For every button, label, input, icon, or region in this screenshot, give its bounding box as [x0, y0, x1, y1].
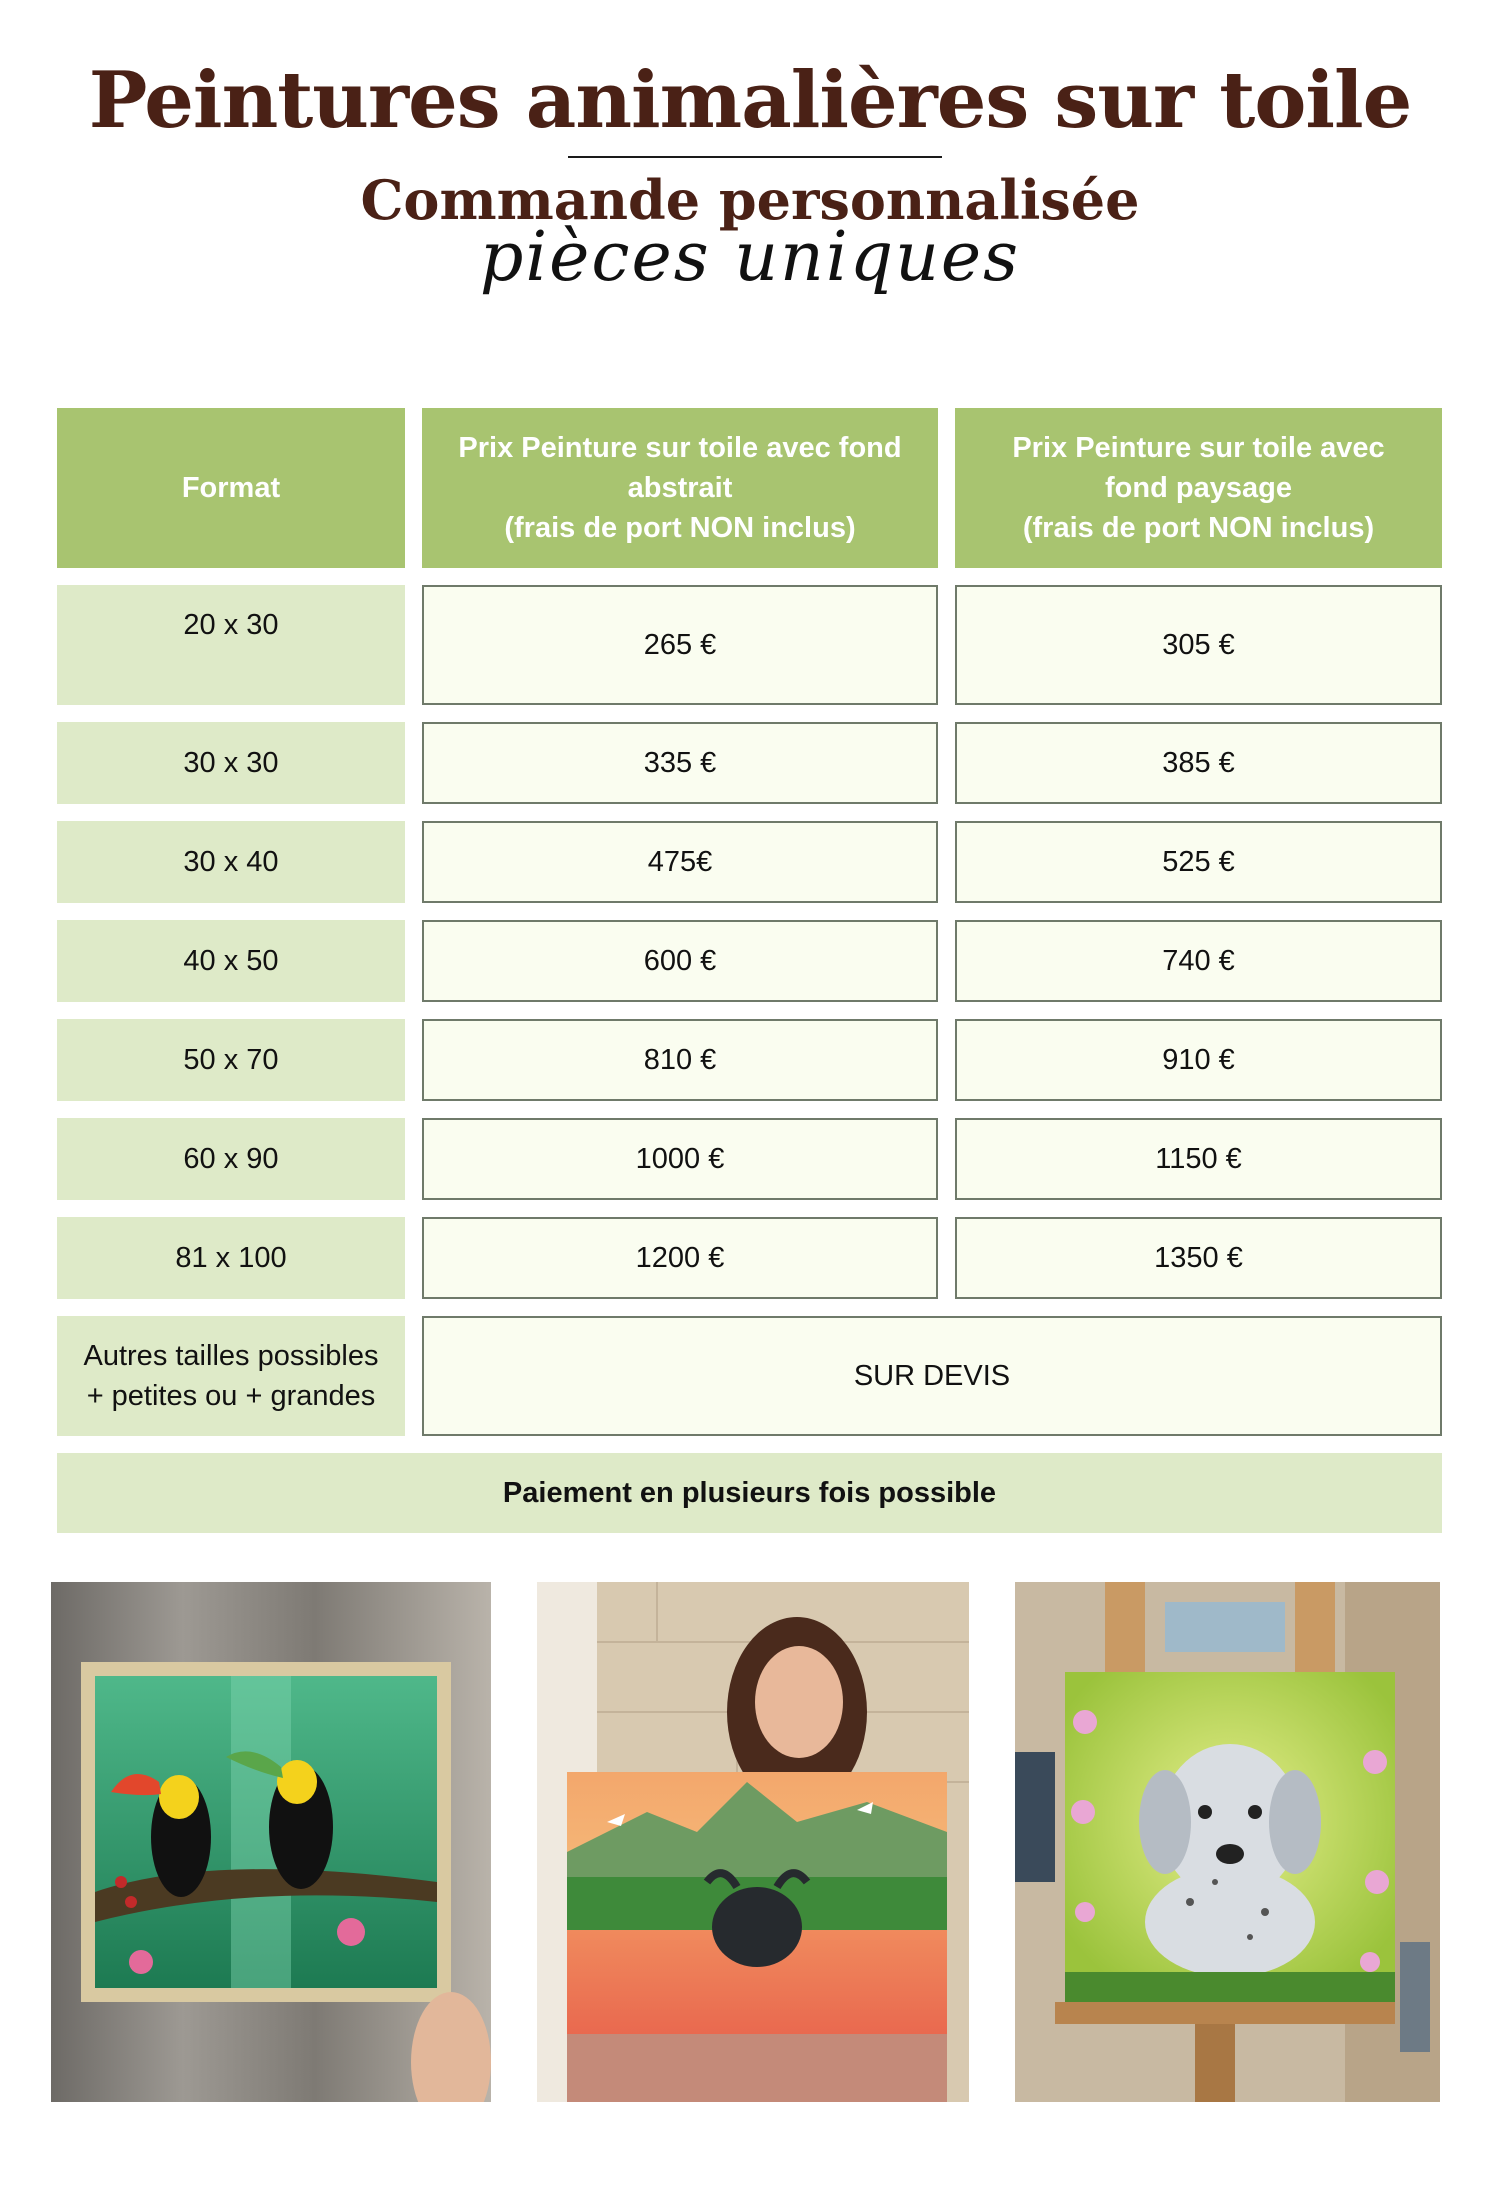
- header-abstract-line1: Prix Peinture sur toile avec fond: [458, 432, 902, 464]
- format-cell: 40 x 50: [57, 920, 405, 1002]
- price-landscape-cell: 910 €: [955, 1019, 1442, 1101]
- format-cell: 50 x 70: [57, 1019, 405, 1101]
- header-format-label: Format: [181, 472, 281, 504]
- page-title: Peintures animalières sur toile: [88, 55, 1412, 146]
- title-underline: [568, 156, 942, 158]
- price-landscape-cell: 1350 €: [955, 1217, 1442, 1299]
- header-landscape-line1: Prix Peinture sur toile avec: [1012, 432, 1385, 464]
- quote-cell: SUR DEVIS: [422, 1316, 1442, 1436]
- header-landscape-line3: (frais de port NON inclus): [1022, 512, 1375, 544]
- price-abstract-cell: 265 €: [422, 585, 938, 705]
- price-abstract-cell: 1200 €: [422, 1217, 938, 1299]
- payment-banner: Paiement en plusieurs fois possible: [57, 1453, 1442, 1533]
- header-abstract: [422, 408, 938, 568]
- price-abstract-cell: 335 €: [422, 722, 938, 804]
- price-landscape-cell: 740 €: [955, 920, 1442, 1002]
- artist-buffalo-photo: [537, 1582, 969, 2102]
- other-sizes-line2: + petites ou + grandes: [86, 1380, 376, 1412]
- price-landscape-cell: 385 €: [955, 722, 1442, 804]
- price-abstract-cell: 475€: [422, 821, 938, 903]
- format-cell: 81 x 100: [57, 1217, 405, 1299]
- price-abstract-cell: 1000 €: [422, 1118, 938, 1200]
- format-cell: 30 x 40: [57, 821, 405, 903]
- price-landscape-cell: 525 €: [955, 821, 1442, 903]
- format-cell: 60 x 90: [57, 1118, 405, 1200]
- toucans-painting-photo: [51, 1582, 491, 2102]
- tagline-script: pièces uniques: [479, 218, 1021, 297]
- other-sizes-line1: Autres tailles possibles: [83, 1340, 379, 1372]
- header-landscape-line2: fond paysage: [1105, 472, 1292, 504]
- header-landscape: [955, 408, 1442, 568]
- price-abstract-cell: 810 €: [422, 1019, 938, 1101]
- format-cell: 30 x 30: [57, 722, 405, 804]
- dalmatian-painting-photo: [1015, 1582, 1440, 2102]
- price-abstract-cell: 600 €: [422, 920, 938, 1002]
- header-format: [57, 408, 405, 568]
- page-subtitle: Commande personnalisée: [360, 168, 1140, 232]
- price-landscape-cell: 305 €: [955, 585, 1442, 705]
- format-cell: 20 x 30: [57, 585, 405, 705]
- header-abstract-line3: (frais de port NON inclus): [504, 512, 856, 544]
- other-sizes-cell: [57, 1316, 405, 1436]
- header-abstract-line2: abstrait: [627, 472, 733, 504]
- price-landscape-cell: 1150 €: [955, 1118, 1442, 1200]
